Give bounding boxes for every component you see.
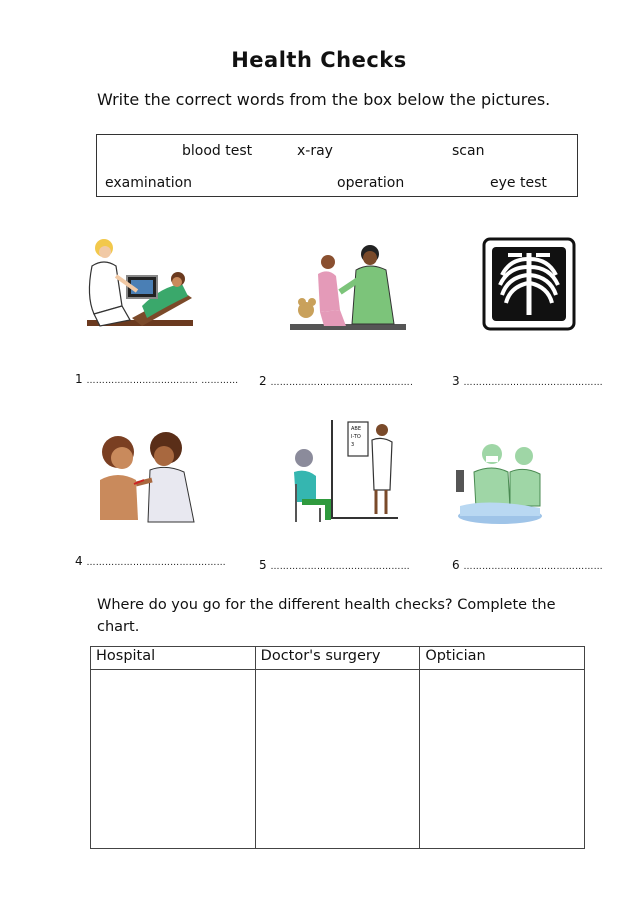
page-title: Health Checks <box>231 48 407 72</box>
answer-line-2[interactable] <box>259 374 413 388</box>
word-operation: operation <box>337 175 405 191</box>
answer-number: 4 <box>75 554 83 568</box>
health-check-chart <box>90 646 585 849</box>
word-eye-test: eye test <box>490 175 547 191</box>
svg-text:3: 3 <box>351 442 355 448</box>
chart-cell-optician[interactable] <box>420 670 585 849</box>
answer-dots: ………………………………………. <box>270 378 414 388</box>
answer-number: 1 <box>75 372 83 386</box>
answer-line-3[interactable] <box>452 374 603 388</box>
word-scan: scan <box>452 143 485 159</box>
word-blood-test: blood test <box>182 143 253 159</box>
answer-line-4[interactable] <box>75 554 226 568</box>
word-box <box>96 134 578 197</box>
eye-test-picture <box>292 418 402 528</box>
blood-test-picture <box>94 428 198 524</box>
word-x-ray: x-ray <box>297 143 333 159</box>
scan-picture <box>82 236 198 332</box>
operation-picture <box>448 442 544 526</box>
answer-dots: ……………………………………… <box>270 562 410 572</box>
chart-cell-hospital[interactable] <box>91 670 256 849</box>
chart-header-hospital: Hospital <box>91 647 256 670</box>
answer-number: 6 <box>452 558 460 572</box>
answer-line-5[interactable] <box>259 558 410 572</box>
chart-header-doctors-surgery: Doctor's surgery <box>255 647 420 670</box>
chart-header-optician: Optician <box>420 647 585 670</box>
answer-dots: ……………………………………… <box>463 378 603 388</box>
word-examination: examination <box>105 175 193 191</box>
answer-dots: ……………………………………… <box>463 562 603 572</box>
svg-text:ABE: ABE <box>351 426 362 432</box>
answer-number: 2 <box>259 374 267 388</box>
instruction-text: Write the correct words from the box below the pictures. <box>97 90 551 109</box>
chart-cell-doctors-surgery[interactable] <box>255 670 420 849</box>
answer-number: 3 <box>452 374 460 388</box>
answer-line-6[interactable] <box>452 558 603 572</box>
x-ray-picture <box>482 237 576 331</box>
examination-picture <box>290 240 406 330</box>
answer-dots: ……………………………… ………… <box>86 376 239 386</box>
answer-line-1[interactable] <box>75 372 238 386</box>
chart-question: Where do you go for the different health checks? Complete the chart. <box>97 597 556 635</box>
svg-text:I-TO: I-TO <box>351 434 361 440</box>
answer-number: 5 <box>259 558 267 572</box>
answer-dots: ……………………………………… <box>86 558 226 568</box>
